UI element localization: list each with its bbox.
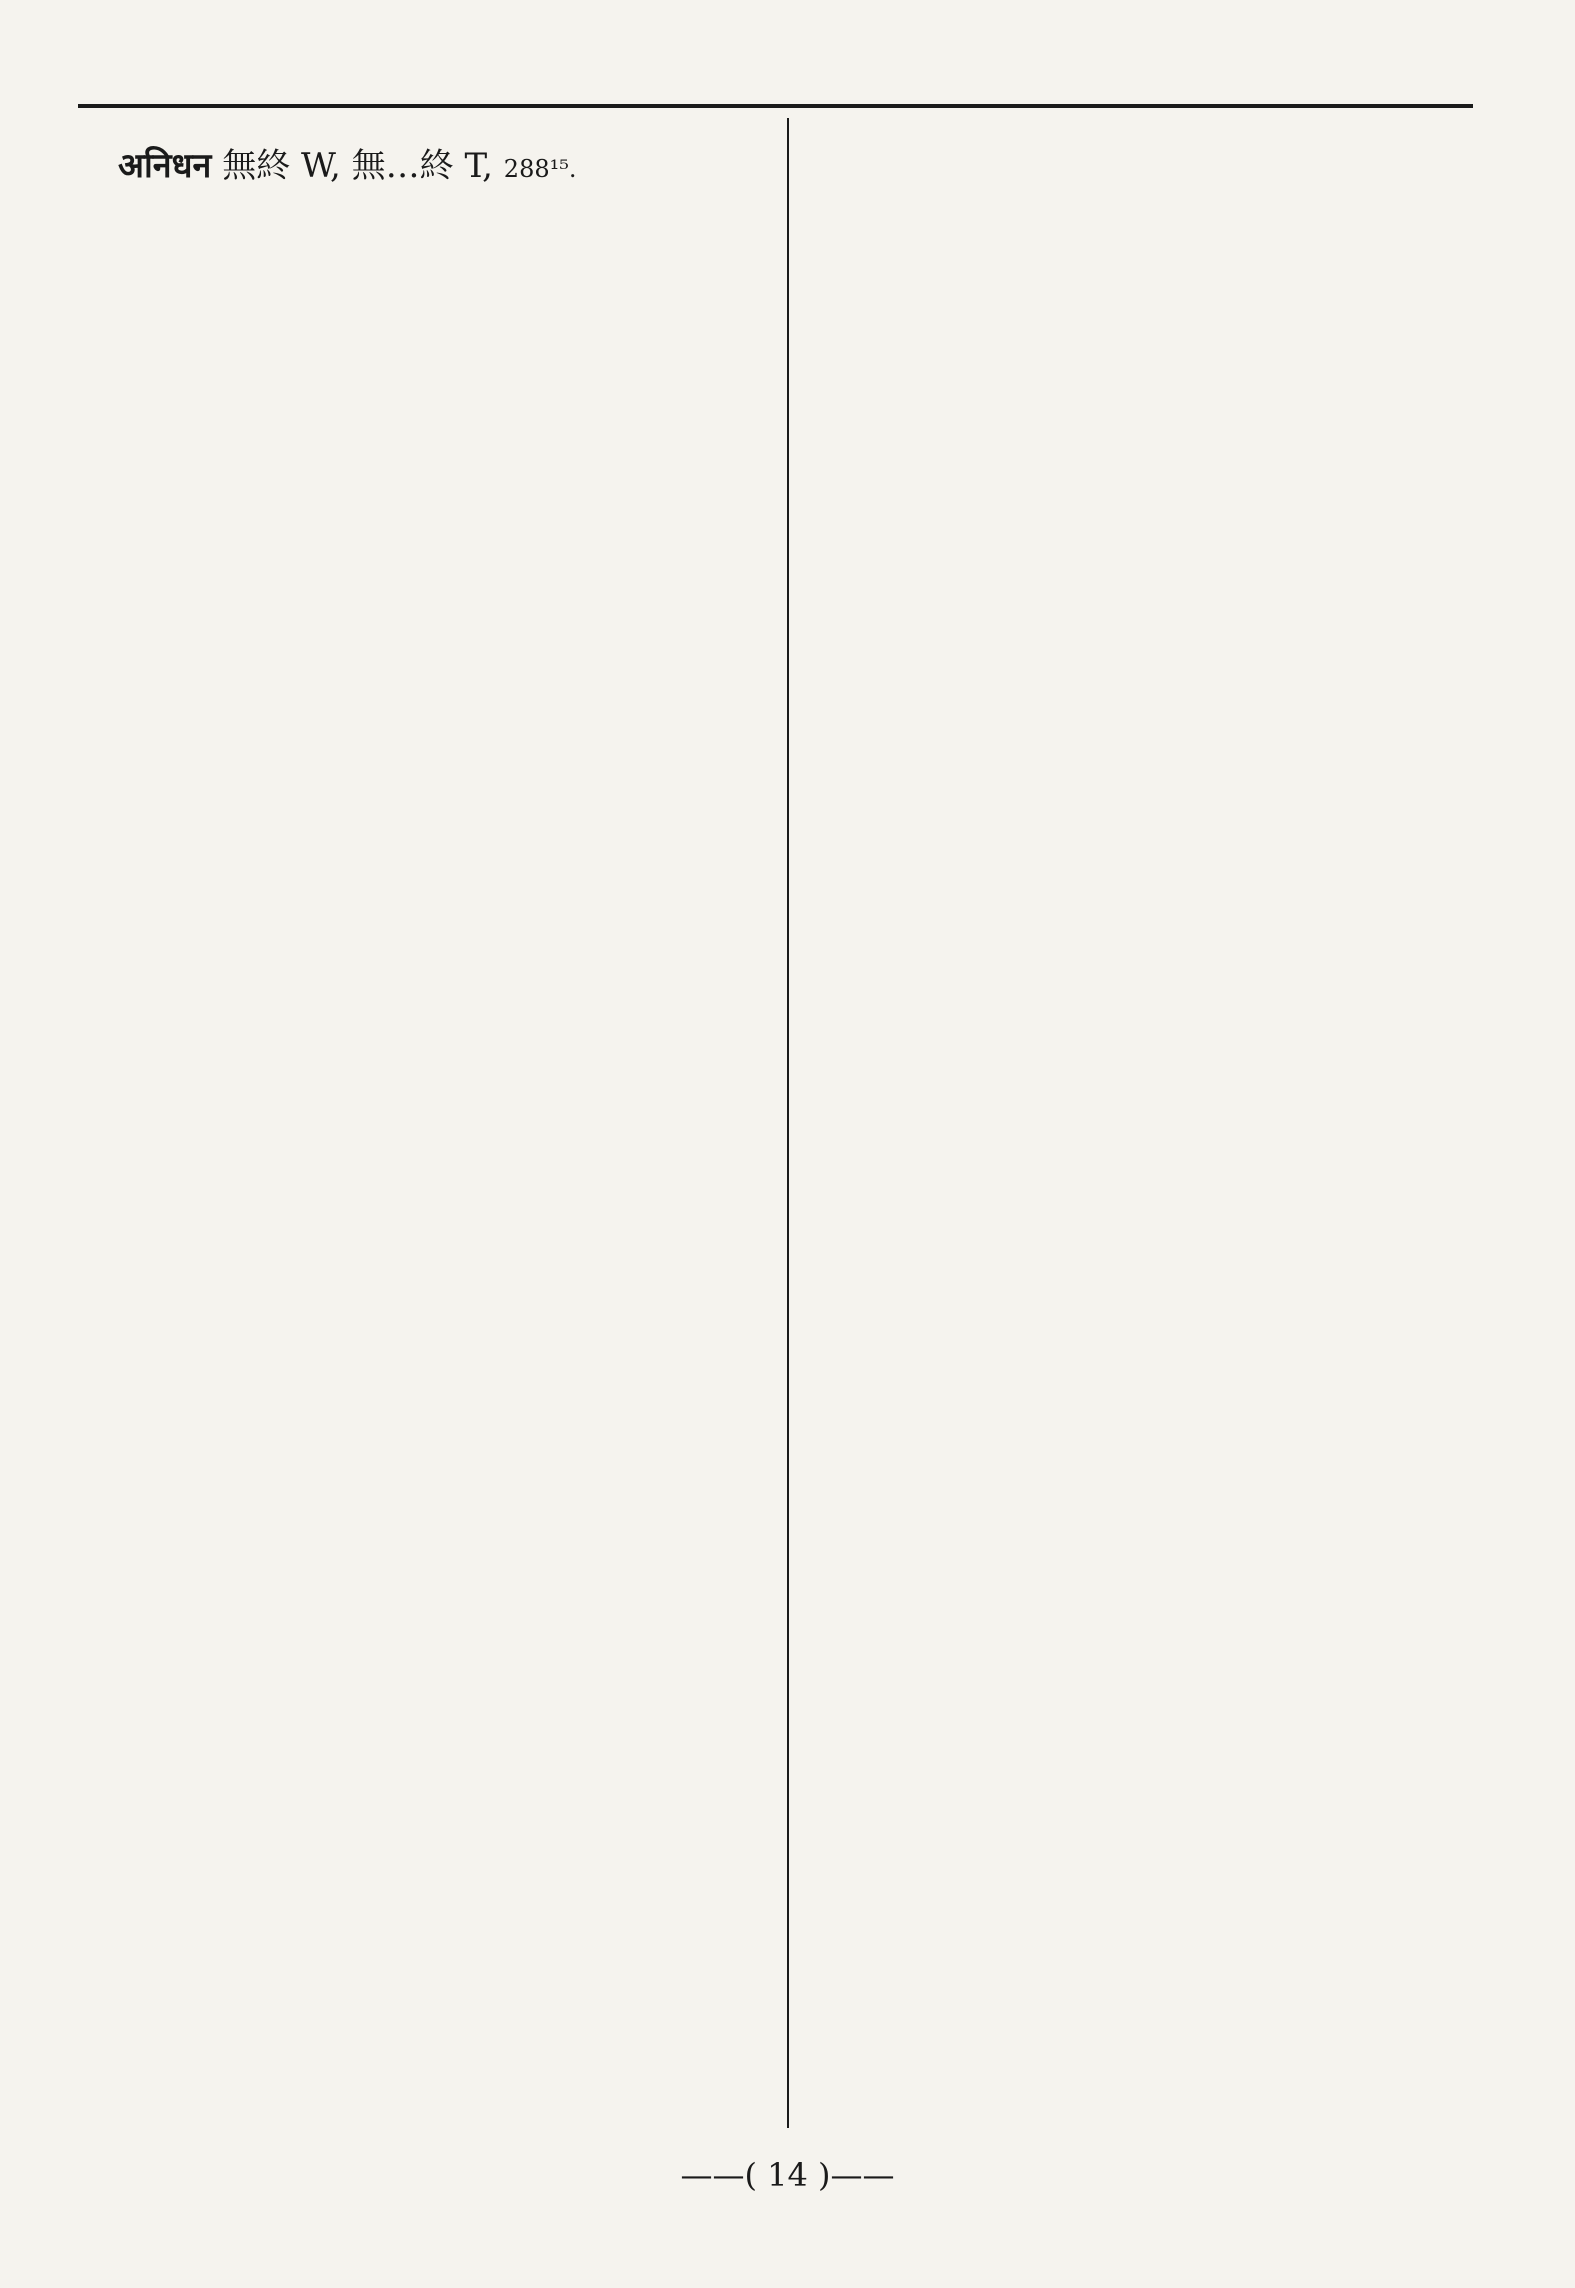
page-number: ——( 14 )—— bbox=[680, 2156, 895, 2194]
column-divider bbox=[787, 118, 789, 2128]
top-rule bbox=[78, 104, 1473, 108]
entry-refs: 288¹⁵. bbox=[503, 155, 577, 183]
left-column bbox=[118, 140, 778, 211]
entry-gloss: 無終 W, 無…終 T, bbox=[222, 146, 493, 186]
entry-headword: अनिधन bbox=[118, 146, 212, 186]
dictionary-entry bbox=[118, 140, 778, 193]
